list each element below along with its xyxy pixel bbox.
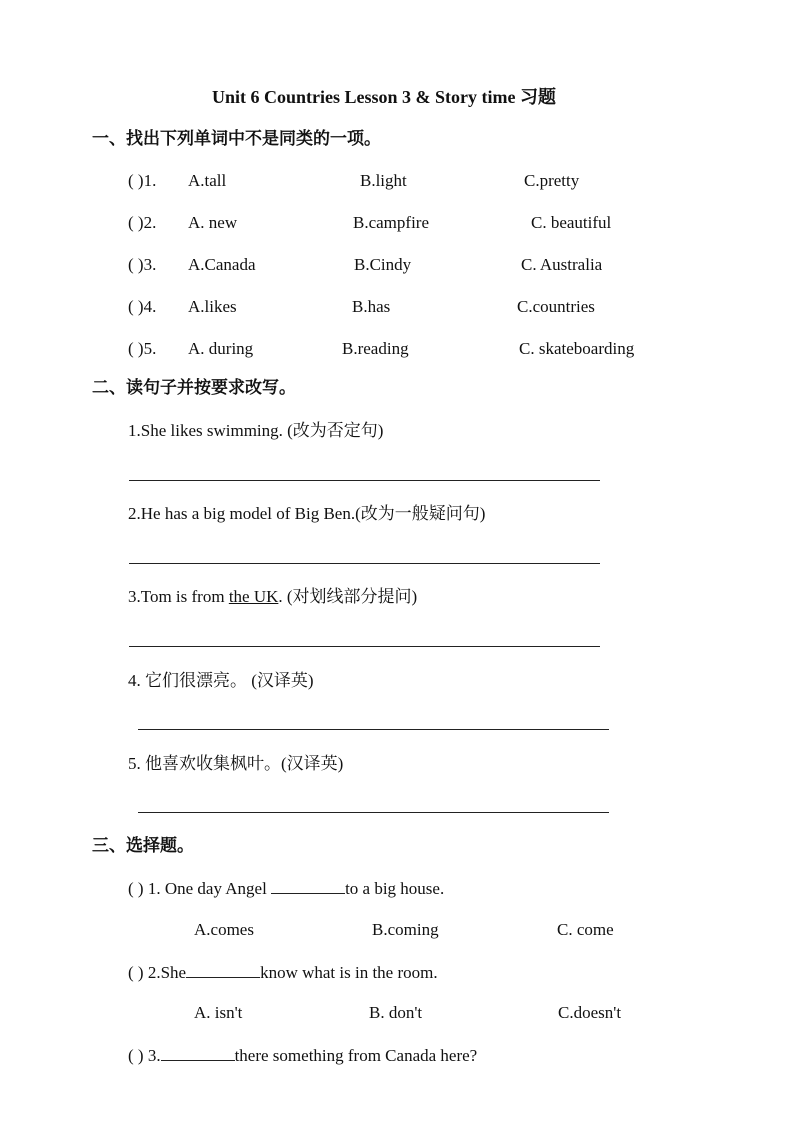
option-b: B.light: [360, 171, 407, 190]
fill-blank[interactable]: [161, 1046, 235, 1061]
page-title: Unit 6 Countries Lesson 3 & Story time 习题: [212, 87, 556, 107]
option-a: A.Canada: [188, 255, 256, 274]
option-c: C. skateboarding: [519, 339, 635, 358]
option-b: B.has: [352, 297, 391, 316]
answer-blank[interactable]: ( )5.: [128, 339, 157, 358]
section2-heading: 二、读句子并按要求改写。: [92, 378, 296, 397]
choice-question-3: [128, 1046, 477, 1064]
choice-2-option-a: A. isn't: [194, 1003, 243, 1022]
answer-line-4[interactable]: [138, 729, 609, 730]
rewrite-question-1: 1.She likes swimming. (改为否定句): [128, 421, 384, 440]
option-a: A. during: [188, 339, 254, 358]
question-3-suffix: . (对划线部分提问): [278, 587, 418, 606]
rewrite-question-3: [128, 588, 417, 605]
question-1-prefix: ( ) 1. One day Angel: [128, 879, 272, 898]
answer-line-5[interactable]: [138, 812, 609, 813]
answer-line-3[interactable]: [129, 646, 600, 647]
option-a: A.likes: [188, 297, 237, 316]
answer-blank[interactable]: ( )3.: [128, 255, 157, 274]
option-b: B.campfire: [353, 213, 429, 232]
choice-2-option-c: C.doesn't: [558, 1003, 622, 1022]
answer-line-1[interactable]: [129, 480, 600, 481]
question-3-suffix: there something from Canada here?: [234, 1046, 478, 1065]
choice-1-option-b: B.coming: [372, 920, 439, 939]
option-c: C.countries: [517, 297, 595, 316]
option-a: A. new: [188, 213, 238, 232]
section1-heading: 一、找出下列单词中不是同类的一项。: [92, 129, 381, 148]
section3-heading: 三、选择题。: [92, 836, 194, 855]
question-2-prefix: ( ) 2.She: [128, 963, 187, 982]
choice-2-option-b: B. don't: [369, 1003, 423, 1022]
rewrite-question-2: 2.He has a big model of Big Ben.(改为一般疑问句): [128, 504, 486, 523]
choice-question-2: [128, 963, 438, 981]
option-c: C. beautiful: [531, 213, 612, 232]
option-c: C. Australia: [521, 255, 603, 274]
question-1-suffix: to a big house.: [345, 879, 445, 898]
question-3-prefix: ( ) 3.: [128, 1046, 161, 1065]
option-c: C.pretty: [524, 171, 580, 190]
rewrite-question-4: 4. 它们很漂亮。 (汉译英): [128, 671, 314, 690]
choice-1-option-a: A.comes: [194, 920, 254, 939]
answer-blank[interactable]: ( )2.: [128, 213, 157, 232]
choice-1-option-c: C. come: [557, 920, 614, 939]
option-b: B.reading: [342, 339, 409, 358]
answer-line-2[interactable]: [129, 563, 600, 564]
fill-blank[interactable]: [271, 879, 345, 894]
underlined-phrase: the UK: [228, 587, 279, 606]
question-3-prefix: 3.Tom is from: [128, 587, 229, 606]
answer-blank[interactable]: ( )1.: [128, 171, 157, 190]
option-a: A.tall: [188, 171, 227, 190]
rewrite-question-5: 5. 他喜欢收集枫叶。(汉译英): [128, 754, 344, 773]
fill-blank[interactable]: [186, 963, 260, 978]
answer-blank[interactable]: ( )4.: [128, 297, 157, 316]
choice-question-1: [128, 879, 444, 897]
option-b: B.Cindy: [354, 255, 412, 274]
question-2-suffix: know what is in the room.: [260, 963, 438, 982]
